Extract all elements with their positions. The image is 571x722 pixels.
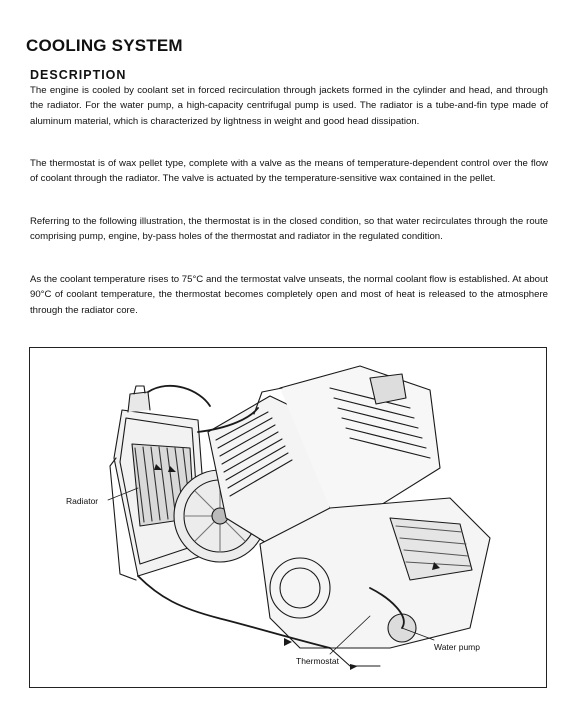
page-title: COOLING SYSTEM [26,36,183,55]
thermostat-label: Thermostat [296,656,339,666]
radiator-label: Radiator [66,496,99,506]
section-heading: DESCRIPTION [30,68,127,82]
paragraph-closed-condition: Referring to the following illustration, the thermostat is in the closed condition, so that water recirculates through the route comprising pump, engine, by-pass holes of the thermostat and radiator in the regulated condition. [30,216,548,243]
paragraph-temperature: As the coolant temperature rises to 75°C and the termostat valve unseats, the normal coolant flow is established. At about 90°C of coolant temperature, the thermostat becomes completely open and most of heat is released to the atmosphere through the radiator core. [30,274,548,316]
engine-illustration [29,347,547,688]
paragraph-thermostat: The thermostat is of wax pellet type, complete with a valve as the means of temperature-dependent control over the flow of coolant through the radiator. The valve is actuated by the temperature-sensitive wax contained in the pellet. [30,158,548,185]
engine-drawing [30,348,547,688]
paragraph-intro: The engine is cooled by coolant set in forced recirculation through jackets formed in the cylinder and head, and through the radiator. For the water pump, a high-capacity centrifugal pump is used. The radiator is a tube-and-fin type made of aluminum material, which is characterized by lightness in weight and good head dissipation. [30,85,548,127]
water-pump-label: Water pump [434,642,480,652]
